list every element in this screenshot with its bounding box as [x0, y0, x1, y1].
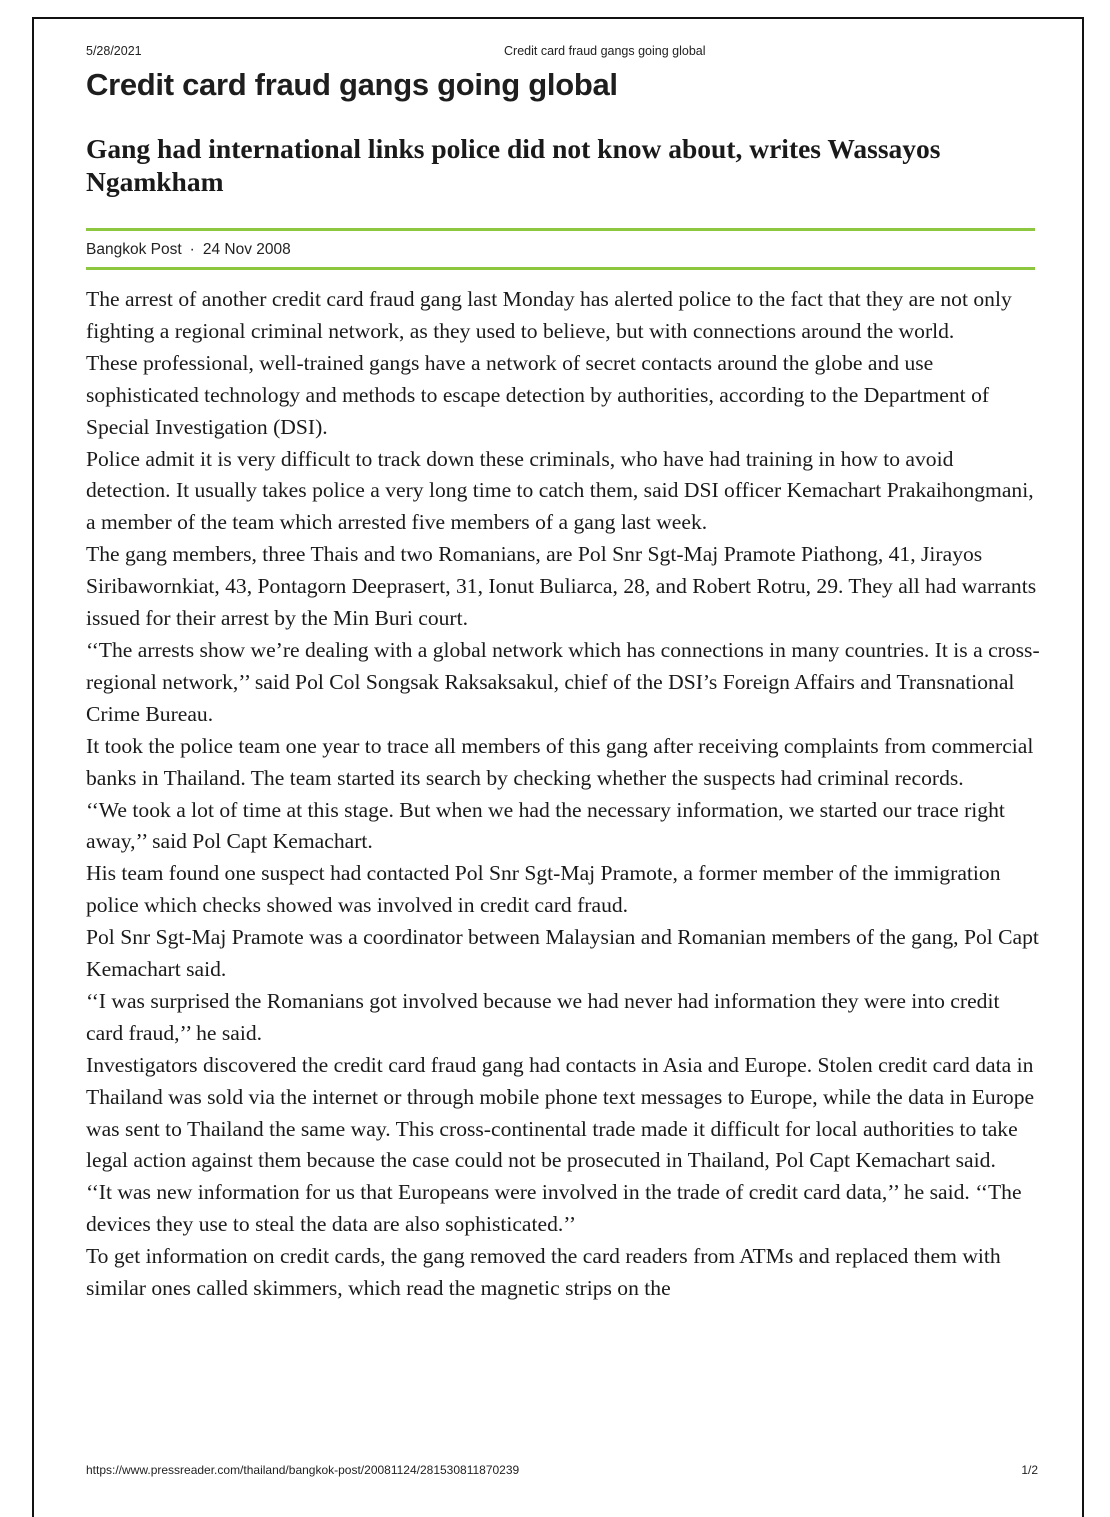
article-subheadline: Gang had international links police did not know about, writes Wassayos Ngamkham — [86, 133, 941, 197]
article-headline: Credit card fraud gangs going global — [86, 67, 618, 102]
divider-bottom — [86, 267, 1035, 270]
article-paragraph: ‘‘I was surprised the Romanians got involved because we had never had information they were into credit card fraud,’’ he said. — [86, 988, 1000, 1045]
article-paragraph: Investigators discovered the credit card fraud gang had contacts in Asia and Europe. Stolen credit card data in Thailand was sold via the internet or through mobile phone text messages to Europe, while the data in Europe was sent to Thailand the same way. This cross-continental trade made it difficult for local authorities to take legal action against them because the case could not be prosecuted in Thailand, Pol Capt Kemachart said. — [86, 1052, 1035, 1173]
print-header — [86, 44, 1040, 60]
print-document-title: Credit card fraud gangs going global — [504, 44, 706, 58]
byline-separator: · — [189, 241, 195, 258]
divider-top — [86, 228, 1035, 231]
byline — [86, 240, 291, 260]
print-footer — [86, 1463, 1038, 1479]
article-paragraph: His team found one suspect had contacted Pol Snr Sgt-Maj Pramote, a former member of the immigration police which checks showed was involved in credit card fraud. — [86, 861, 1001, 918]
article-paragraph: ‘‘We took a lot of time at this stage. But when we had the necessary information, we started our trace right away,’’ said Pol Capt Kemachart. — [86, 797, 1005, 854]
print-date: 5/28/2021 — [86, 44, 142, 58]
article-paragraph: ‘‘It was new information for us that Europeans were involved in the trade of credit card data,’’ he said. ‘‘The devices they use to steal the data are also sophisticated.’’ — [86, 1180, 1022, 1237]
article-paragraph: Police admit it is very difficult to track down these criminals, who have had training in how to avoid detection. It usually takes police a very long time to catch them, said DSI officer Kemachart Prakaihongmani, a member of the team which arrested five members of a gang last week. — [86, 446, 1034, 535]
publication-date: 24 Nov 2008 — [202, 241, 291, 258]
article-paragraph: To get information on credit cards, the gang removed the card readers from ATMs and replaced them with similar ones called skimmers, which read the magnetic strips on the — [86, 1244, 1001, 1301]
article-paragraph: Pol Snr Sgt-Maj Pramote was a coordinator between Malaysian and Romanian members of the gang, Pol Capt Kemachart said. — [86, 925, 1039, 982]
article-paragraph: ‘‘The arrests show we’re dealing with a global network which has connections in many countries. It is a cross-regional network,’’ said Pol Col Songsak Raksaksakul, chief of the DSI’s Foreign Affairs and Transnational Crime Bureau. — [86, 637, 1040, 726]
article-paragraph: The arrest of another credit card fraud gang last Monday has alerted police to the fact that they are not only fighting a regional criminal network, as they used to believe, but with connections around the world. — [86, 287, 1012, 343]
page-indicator: 1/2 — [1021, 1463, 1038, 1477]
publication-source: Bangkok Post — [86, 241, 182, 258]
article-paragraph: It took the police team one year to trace all members of this gang after receiving complaints from commercial banks in Thailand. The team started its search by checking whether the suspects had criminal records. — [86, 733, 1034, 790]
article-body — [86, 284, 1041, 1305]
article-paragraph: The gang members, three Thais and two Romanians, are Pol Snr Sgt-Maj Pramote Piathong, 41, Jirayos Siribawornkiat, 43, Pontagorn Deeprasert, 31, Ionut Buliarca, 28, and Robert Rotru, 29. They all had warrants issued for their arrest by the Min Buri court. — [86, 542, 1037, 631]
article-paragraph: These professional, well-trained gangs have a network of secret contacts around the globe and use sophisticated technology and methods to escape detection by authorities, according to the Department of Special Investigation (DSI). — [86, 350, 990, 439]
source-url[interactable]: https://www.pressreader.com/thailand/bangkok-post/20081124/281530811870239 — [86, 1463, 520, 1477]
